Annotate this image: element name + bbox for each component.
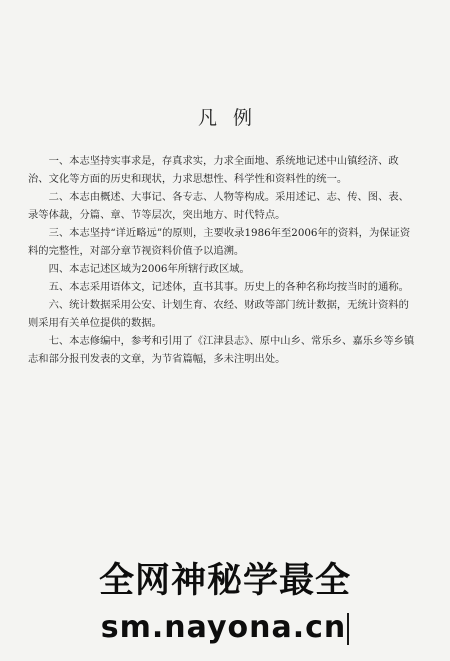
paragraph-2: 二、本志由概述、大事记、各专志、人物等构成。采用述记、志、传、图、表、录等体裁，分篇、章、节等层次，突出地方、时代特点。 [28,191,409,221]
paragraph-6: 六、统计数据采用公安、计划生育、农经、财政等部门统计数据，无统计资料的则采用有关单位提供的数据。 [28,299,409,329]
paragraph-3: 三、本志坚持“详近略远”的原则，主要收录1986年至2006年的资料，为保证资料的完整性，对部分章节视资料价值予以追溯。 [28,227,411,257]
watermark-title: 全网神秘学最全 [98,561,351,601]
paragraph-1: 一、本志坚持实事求是，存真求实，力求全面地、系统地记述中山镇经济、政治、文化等方面的历史和现状，力求思想性、科学性和资料性的统一。 [28,155,399,185]
watermark-url [0,610,450,645]
document-body [28,152,418,368]
paragraph-5: 五、本志采用语体文，记述体，直书其事。历史上的各种名称均按当时的通称。 [48,281,409,293]
paragraph-7: 七、本志修编中，参考和引用了《江津县志》、原中山乡、常乐乡、嘉乐乡等乡镇志和部分报刊发表的文章，为节省篇幅，多未注明出处。 [28,335,415,365]
watermark-url-text: sm.nayona.cn [100,610,347,645]
paragraph-4: 四、本志记述区域为2006年所辖行政区域。 [48,263,250,275]
text-cursor-icon [347,613,349,645]
page-title: 凡例 [197,107,268,129]
